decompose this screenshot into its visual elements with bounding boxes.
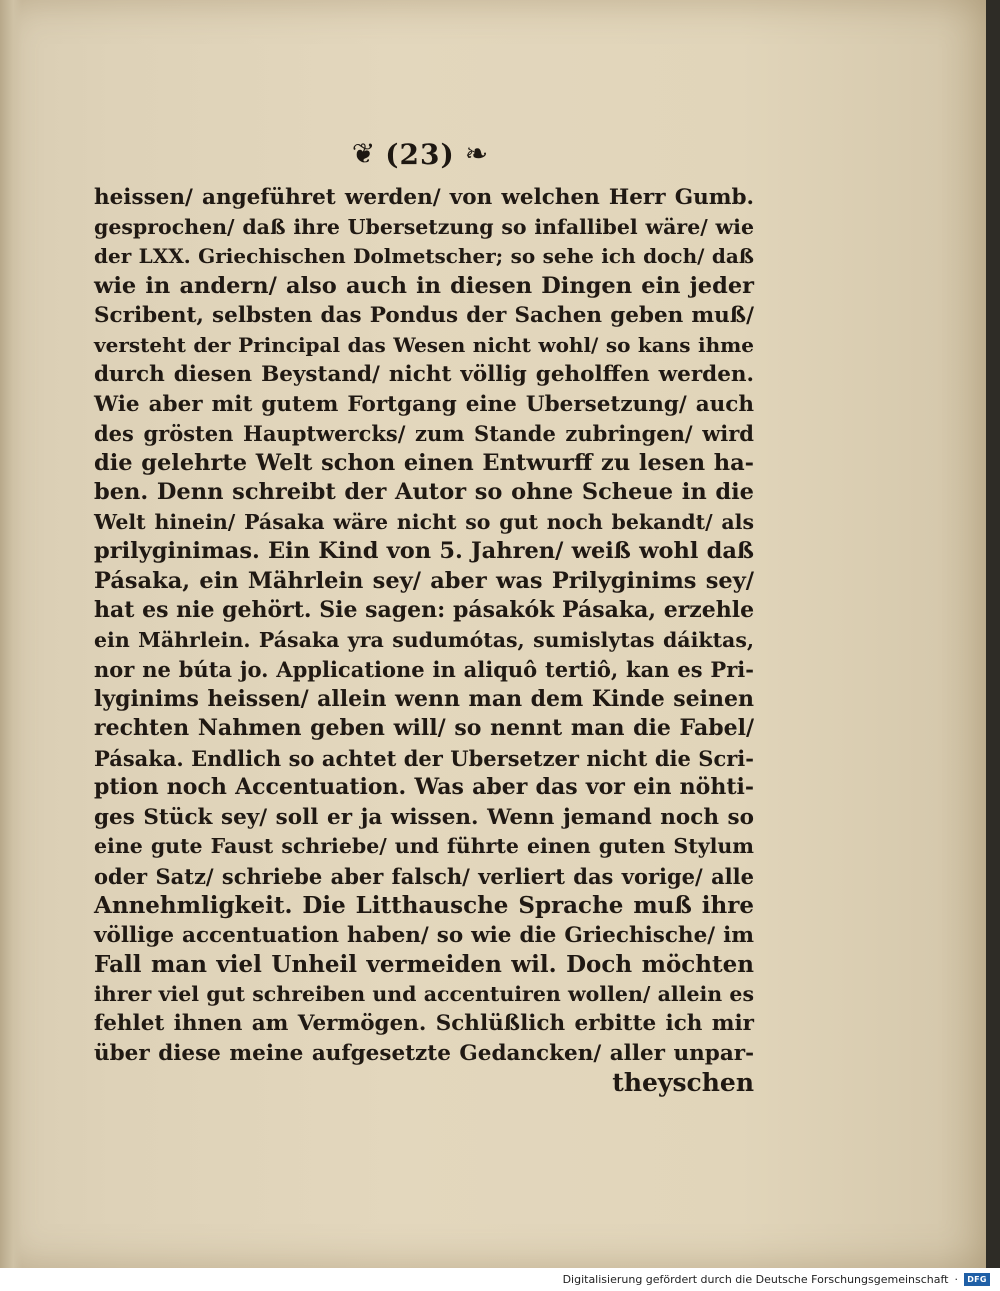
text-line: ption noch Accentuation. Was aber das vor ein nöhti- (94, 774, 754, 800)
text-line: Pásaka, ein Mährlein sey/ aber was Prilyginims sey/ (94, 567, 754, 594)
text-line: über diese meine aufgesetzte Gedancken/ aller unpar- (94, 1040, 754, 1066)
text-line: völlige accentuation haben/ so wie die Griechische/ im (94, 922, 754, 948)
text-line: fehlet ihnen am Vermögen. Schlüßlich erbitte ich mir (94, 1011, 754, 1036)
digitization-footer (0, 1268, 1000, 1291)
text-line: rechten Nahmen geben will/ so nennt man die Fabel/ (94, 715, 754, 741)
text-line: heissen/ angeführet werden/ von welchen Herr Gumb. (94, 185, 754, 210)
text-line: des grösten Hauptwercks/ zum Stande zubringen/ wird (94, 421, 754, 446)
page-header (340, 132, 500, 176)
text-line: versteht der Principal das Wesen nicht wohl/ so kans ihme (94, 332, 754, 357)
page-fold-shadow (0, 0, 22, 1268)
text-line: Annehmligkeit. Die Litthausche Sprache muß ihre (94, 892, 754, 919)
ornament-left-icon: ❦ (351, 137, 376, 170)
text-line: Pásaka. Endlich so achtet der Ubersetzer nicht die Scri- (94, 745, 754, 771)
catchword: theyschen (612, 1068, 754, 1097)
footer-separator: · (954, 1273, 958, 1286)
text-line: hat es nie gehört. Sie sagen: pásakók Pásaka, erzehle (94, 597, 755, 623)
text-line: gesprochen/ daß ihre Ubersetzung so infallibel wäre/ wie (94, 214, 754, 239)
ornament-right-icon: ❧ (464, 137, 489, 170)
body-text (94, 183, 754, 1098)
text-line: Fall man viel Unheil vermeiden wil. Doch möchten (94, 951, 754, 978)
footer-credit: Digitalisierung gefördert durch die Deutsche Forschungsgemeinschaft (562, 1273, 949, 1286)
text-line: ihrer viel gut schreiben und accentuiren wollen/ allein es (94, 981, 754, 1006)
text-line: ges Stück sey/ soll er ja wissen. Wenn jemand noch so (94, 804, 754, 830)
text-line: wie in andern/ also auch in diesen Dingen ein jeder (94, 272, 754, 299)
text-line: ben. Denn schreibt der Autor so ohne Scheue in die (94, 479, 754, 505)
dfg-logo-icon: DFG (964, 1273, 990, 1286)
text-line: der LXX. Griechischen Dolmetscher; so sehe ich doch/ daß (94, 244, 754, 268)
text-line: Wie aber mit gutem Fortgang eine Ubersetzung/ auch (94, 391, 754, 417)
text-line: oder Satz/ schriebe aber falsch/ verliert das vorige/ alle (94, 863, 754, 889)
text-line: durch diesen Beystand/ nicht völlig geholffen werden. (94, 362, 754, 387)
text-line: lyginims heissen/ allein wenn man dem Kinde seinen (94, 685, 754, 712)
text-line: Welt hinein/ Pásaka wäre nicht so gut noch bekandt/ als (94, 509, 754, 534)
text-line: nor ne búta jo. Applicatione in aliquô tertiô, kan es Pri- (94, 657, 754, 682)
text-line: Scribent, selbsten das Pondus der Sachen geben muß/ (94, 303, 754, 328)
text-line: die gelehrte Welt schon einen Entwurff zu lesen ha- (94, 449, 754, 476)
text-line: ein Mährlein. Pásaka yra sudumótas, sumislytas dáiktas, (94, 627, 754, 652)
page-number: (23) (385, 137, 455, 171)
text-line: eine gute Faust schriebe/ und führte einen guten Stylum (94, 834, 754, 858)
text-line: prilyginimas. Ein Kind von 5. Jahren/ weiß wohl daß (94, 538, 754, 564)
